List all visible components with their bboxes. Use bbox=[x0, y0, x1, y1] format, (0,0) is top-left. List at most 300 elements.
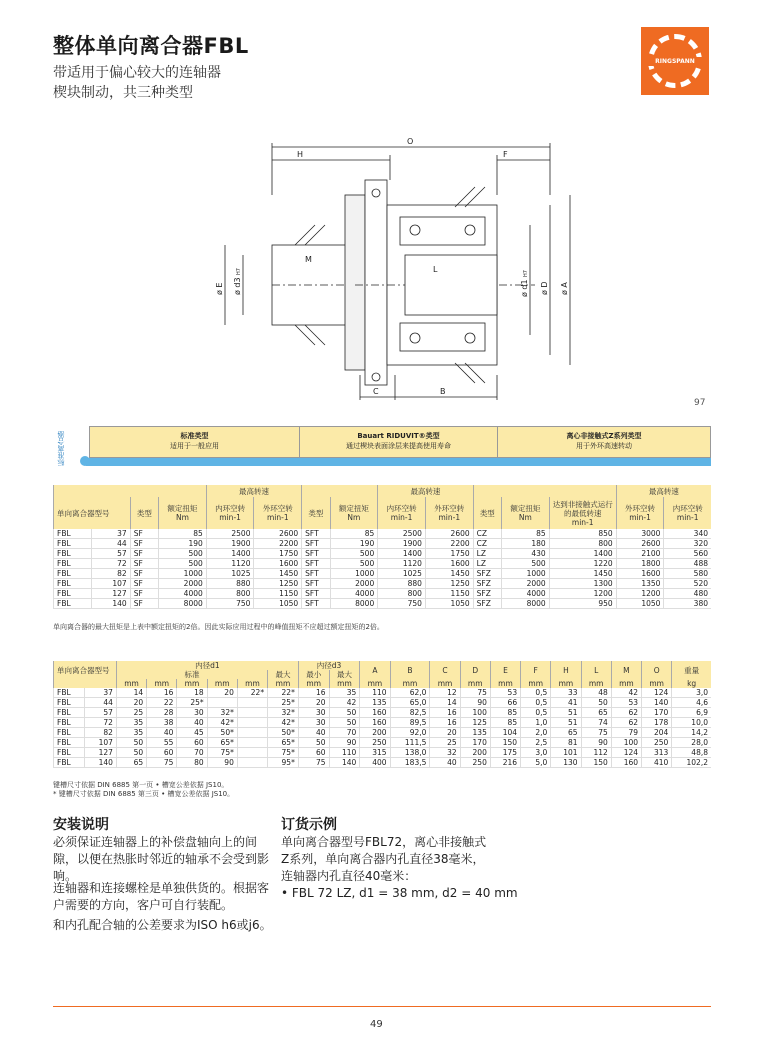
table-cell: 85 bbox=[330, 529, 378, 539]
table-cell: 32 bbox=[430, 748, 460, 758]
table-cell: 20 bbox=[298, 698, 329, 708]
dim-L: L bbox=[433, 265, 438, 274]
table-cell: 4,6 bbox=[672, 698, 711, 708]
table-row bbox=[54, 529, 712, 539]
table-cell: 50 bbox=[329, 718, 360, 728]
table-cell: 124 bbox=[611, 748, 641, 758]
table-row bbox=[54, 559, 712, 569]
table-cell: 580 bbox=[664, 569, 711, 579]
table-cell: 320 bbox=[664, 539, 711, 549]
table-cell: 66 bbox=[490, 698, 520, 708]
table-cell: FBL bbox=[54, 758, 85, 768]
table-cell: SF bbox=[130, 539, 158, 549]
table-cell: 1600 bbox=[616, 569, 664, 579]
table-cell: 2600 bbox=[616, 539, 664, 549]
table-cell: 75 bbox=[460, 688, 490, 698]
table-cell: 89,5 bbox=[390, 718, 430, 728]
table-cell: 1000 bbox=[330, 569, 378, 579]
table-cell: FBL bbox=[54, 688, 85, 698]
table-cell: 1200 bbox=[616, 589, 664, 599]
table-cell: 4000 bbox=[159, 589, 207, 599]
table-cell: 90 bbox=[207, 758, 237, 768]
table-cell: SFT bbox=[302, 579, 330, 589]
table-cell: 30 bbox=[298, 718, 329, 728]
table-cell: 160 bbox=[360, 708, 390, 718]
t2-col-F: F bbox=[521, 661, 551, 679]
table-cell: 500 bbox=[330, 559, 378, 569]
table-cell: 32* bbox=[207, 708, 237, 718]
table-cell: SFZ bbox=[473, 599, 501, 609]
table-cell: 400 bbox=[360, 758, 390, 768]
t2-col-D: D bbox=[460, 661, 490, 679]
table-cell: FBL bbox=[54, 569, 92, 579]
type-band bbox=[89, 426, 711, 458]
table-cell: 79 bbox=[611, 728, 641, 738]
table-cell: 35 bbox=[116, 728, 146, 738]
table-cell: LZ bbox=[473, 549, 501, 559]
ordering-example: • FBL 72 LZ, d1 = 38 mm, d2 = 40 mm bbox=[281, 886, 518, 900]
table-cell: 313 bbox=[642, 748, 672, 758]
table-cell: 42* bbox=[268, 718, 299, 728]
table-cell: 53 bbox=[490, 688, 520, 698]
table-cell: 1000 bbox=[159, 569, 207, 579]
unit-cell: mm bbox=[581, 679, 611, 688]
torque-speed-table: 最高转速 最高转速 最高转速 单向离合器型号 类型 额定扭矩 Nm 内环空转 min-1 外环空转 min-1 类型 额定扭矩 Nm 内环空转 min-1 外环空转 min-1 类型 额定扭矩 Nm 达到非接触式运行的最低转速 min-1 外环空转 min-1 内环空转 min-1 FBL 37 SF 85 2500 2600 SFT 85 2500 2600 CZ 85 850 3000 340 FBL 44 SF 190 1900 2200 SFT 190 1900 2200 CZ 180 800 2600 320 FBL 57 SF 500 1400 1750 SFT 500 1400 1750 LZ 430 1400 2100 560 FBL 72 SF 500 1120 1600 SFT 500 1120 1600 LZ 500 1220 1800 488 FBL 82 SF 1000 1025 1450 SFT 1000 1025 1450 SFZ 1000 1450 1600 580 FBL 107 SF 2000 880 1250 SFT 2000 880 1250 SFZ 2000 1300 1350 520 FBL 127 SF 4000 800 1150 SFT 4000 800 1150 SFZ 4000 1200 1200 480 FBL 140 SF 8000 750 1050 SFT 8000 750 1050 SFZ 8000 950 1050 380 bbox=[53, 485, 711, 609]
table-cell: 40 bbox=[147, 728, 177, 738]
table-cell: 170 bbox=[460, 738, 490, 748]
table-cell bbox=[237, 748, 267, 758]
table-cell: 500 bbox=[330, 549, 378, 559]
table-cell: 75 bbox=[147, 758, 177, 768]
table-cell: 500 bbox=[159, 549, 207, 559]
table-cell: 127 bbox=[84, 748, 116, 758]
table-cell: 48 bbox=[581, 688, 611, 698]
table-cell: 40 bbox=[298, 728, 329, 738]
table-cell: 14 bbox=[116, 688, 146, 698]
table-cell: 107 bbox=[91, 579, 130, 589]
table-cell: FBL bbox=[54, 539, 92, 549]
unit-cell: mm bbox=[147, 679, 177, 688]
table-cell: 16 bbox=[147, 688, 177, 698]
table-cell: 74 bbox=[581, 718, 611, 728]
table-cell: 14 bbox=[430, 698, 460, 708]
unit-cell: mm bbox=[551, 679, 581, 688]
table-cell: 183,5 bbox=[390, 758, 430, 768]
group-header-riduvit: 最高转速 bbox=[378, 485, 473, 497]
table-cell: 48,8 bbox=[672, 748, 711, 758]
table-cell: 880 bbox=[378, 579, 426, 589]
side-label: 标准离合器 bbox=[57, 431, 65, 467]
table-cell: 140 bbox=[642, 698, 672, 708]
table-cell: 127 bbox=[91, 589, 130, 599]
table-cell: 41 bbox=[551, 698, 581, 708]
type-standard-title: 标准类型 bbox=[180, 432, 209, 440]
table1-note: 单向离合器的最大扭矩是上表中额定扭矩的2倍。因此实际应用过程中的峰值扭矩不应超过额定扭矩的2倍。 bbox=[53, 623, 384, 631]
dim-A: ø A bbox=[560, 282, 569, 295]
table-cell: 204 bbox=[642, 728, 672, 738]
table-cell: SF bbox=[130, 589, 158, 599]
table-cell: 14,2 bbox=[672, 728, 711, 738]
table-cell: 1000 bbox=[502, 569, 550, 579]
arrow-line bbox=[86, 458, 711, 466]
unit-cell: mm bbox=[360, 679, 390, 688]
table-cell: 800 bbox=[206, 589, 254, 599]
table-cell: 2,0 bbox=[521, 728, 551, 738]
technical-drawing bbox=[195, 135, 615, 400]
t2-col-max: 最大 bbox=[268, 670, 299, 679]
table-cell: 42 bbox=[329, 698, 360, 708]
table-cell: 85 bbox=[490, 708, 520, 718]
table-cell: 30 bbox=[298, 708, 329, 718]
table-cell: 90 bbox=[581, 738, 611, 748]
table-cell: 12 bbox=[430, 688, 460, 698]
table-cell: 65,0 bbox=[390, 698, 430, 708]
table2-note-1: 键槽尺寸依据 DIN 6885 第一页 • 槽宽公差依据 JS10。 bbox=[53, 781, 229, 789]
table-cell: 80 bbox=[177, 758, 207, 768]
unit-cell: mm bbox=[329, 679, 360, 688]
dim-E: ø E bbox=[215, 282, 224, 295]
table-row bbox=[54, 549, 712, 559]
table-cell: 102,2 bbox=[672, 758, 711, 768]
table-cell: 1120 bbox=[206, 559, 254, 569]
t2-col-H: H bbox=[551, 661, 581, 679]
installation-p2: 连轴器和连接螺栓是单独供货的。根据客户需要的方向，客户可自行装配。 bbox=[53, 881, 270, 912]
table-cell: 250 bbox=[360, 738, 390, 748]
subtitle-1: 带适用于偏心较大的连轴器 bbox=[53, 65, 221, 81]
table-cell: 38 bbox=[147, 718, 177, 728]
table-cell: 107 bbox=[84, 738, 116, 748]
table-cell: 1800 bbox=[616, 559, 664, 569]
table-cell: 62,0 bbox=[390, 688, 430, 698]
table-cell: 100 bbox=[460, 708, 490, 718]
table-cell: 135 bbox=[460, 728, 490, 738]
table-cell: SFT bbox=[302, 529, 330, 539]
table-cell: 135 bbox=[360, 698, 390, 708]
table-cell: 104 bbox=[490, 728, 520, 738]
type-standard bbox=[90, 427, 300, 457]
table-cell: FBL bbox=[54, 529, 92, 539]
col-type-2: 类型 bbox=[302, 497, 330, 529]
table-cell: 1200 bbox=[549, 589, 616, 599]
table-cell: 140 bbox=[84, 758, 116, 768]
dimension-rows bbox=[54, 688, 712, 768]
unit-kg: kg bbox=[672, 679, 711, 688]
table-cell: SFT bbox=[302, 589, 330, 599]
table-cell: 18 bbox=[177, 688, 207, 698]
table-cell: FBL bbox=[54, 718, 85, 728]
table-cell: 2500 bbox=[378, 529, 426, 539]
table-cell: 1050 bbox=[254, 599, 302, 609]
table-cell: 85 bbox=[490, 718, 520, 728]
unit-cell: mm bbox=[268, 679, 299, 688]
dim-F: F bbox=[503, 150, 508, 159]
table-cell: 160 bbox=[611, 758, 641, 768]
table-cell: 3000 bbox=[616, 529, 664, 539]
table-cell: 95* bbox=[268, 758, 299, 768]
table-cell: 1350 bbox=[616, 579, 664, 589]
table-cell: 1025 bbox=[378, 569, 426, 579]
table-row bbox=[54, 738, 712, 748]
dimension-table bbox=[53, 661, 711, 768]
table-cell: 175 bbox=[490, 748, 520, 758]
table-cell: 140 bbox=[91, 599, 130, 609]
table-cell: 6,9 bbox=[672, 708, 711, 718]
table-cell: 1,0 bbox=[521, 718, 551, 728]
table-row bbox=[54, 579, 712, 589]
table-cell: 85 bbox=[159, 529, 207, 539]
table-cell: 520 bbox=[664, 579, 711, 589]
table2-note-2: * 键槽尺寸依据 DIN 6885 第三页 • 槽宽公差依据 JS10。 bbox=[53, 790, 235, 798]
t2-col-O: O bbox=[642, 661, 672, 679]
table-cell: 57 bbox=[91, 549, 130, 559]
table-cell: 50* bbox=[207, 728, 237, 738]
col-type-1: 类型 bbox=[130, 497, 158, 529]
table-cell: 22* bbox=[237, 688, 267, 698]
table-cell: 160 bbox=[360, 718, 390, 728]
table-cell: 200 bbox=[460, 748, 490, 758]
table-cell: 75* bbox=[268, 748, 299, 758]
table-cell: 60 bbox=[147, 748, 177, 758]
table-cell: SFZ bbox=[473, 589, 501, 599]
table-cell: 5,0 bbox=[521, 758, 551, 768]
table-cell bbox=[237, 728, 267, 738]
t2-col-std: 标准 bbox=[116, 670, 267, 679]
type-riduvit-title: Bauart RIDUVIT®类型 bbox=[357, 432, 440, 440]
table-cell: 1900 bbox=[206, 539, 254, 549]
table-cell: 25 bbox=[116, 708, 146, 718]
table-cell: SFZ bbox=[473, 569, 501, 579]
table-row bbox=[54, 599, 712, 609]
type-z-title: 离心非接触式Z系列类型 bbox=[566, 432, 642, 440]
table-cell: 1025 bbox=[206, 569, 254, 579]
table-cell: 82 bbox=[91, 569, 130, 579]
table-cell: 1050 bbox=[425, 599, 473, 609]
table-row bbox=[54, 728, 712, 738]
dim-d3-tol: H7 bbox=[236, 268, 242, 275]
unit-cell: mm bbox=[116, 679, 146, 688]
table-cell: 92,0 bbox=[390, 728, 430, 738]
table-cell: FBL bbox=[54, 579, 92, 589]
table-cell: 1400 bbox=[206, 549, 254, 559]
table-cell: 65* bbox=[268, 738, 299, 748]
table-cell: 75* bbox=[207, 748, 237, 758]
t2-col-L: L bbox=[581, 661, 611, 679]
table-cell: 112 bbox=[581, 748, 611, 758]
table-cell: 250 bbox=[642, 738, 672, 748]
table-cell: 100 bbox=[611, 738, 641, 748]
logo-text: RINGSPANN bbox=[655, 58, 695, 65]
table-cell: 750 bbox=[206, 599, 254, 609]
installation-heading: 安装说明 bbox=[53, 817, 109, 833]
torque-speed-rows bbox=[54, 529, 712, 609]
table-cell: SFT bbox=[302, 559, 330, 569]
table-cell: 32* bbox=[268, 708, 299, 718]
table-cell: 2600 bbox=[425, 529, 473, 539]
table-cell: 800 bbox=[549, 539, 616, 549]
table-cell bbox=[237, 718, 267, 728]
table-cell: FBL bbox=[54, 748, 85, 758]
unit-cell: mm bbox=[430, 679, 460, 688]
table-cell: 110 bbox=[360, 688, 390, 698]
table-cell: 50 bbox=[581, 698, 611, 708]
table-cell: 950 bbox=[549, 599, 616, 609]
table-cell: 1450 bbox=[425, 569, 473, 579]
unit-cell: mm bbox=[642, 679, 672, 688]
table-cell: 10,0 bbox=[672, 718, 711, 728]
table-cell: 1150 bbox=[425, 589, 473, 599]
ordering-p1: 单向离合器型号FBL72，离心非接触式Z系列，单向离合器内孔直径38毫米，连轴器内孔直径40毫米： bbox=[281, 835, 487, 883]
table-cell: 480 bbox=[664, 589, 711, 599]
table-cell: 0,5 bbox=[521, 708, 551, 718]
table-cell: 57 bbox=[84, 708, 116, 718]
table-cell: 53 bbox=[611, 698, 641, 708]
table-cell: SFT bbox=[302, 599, 330, 609]
dim-O: O bbox=[407, 137, 414, 146]
table-cell: 28 bbox=[147, 708, 177, 718]
table-cell: 1250 bbox=[425, 579, 473, 589]
table-row bbox=[54, 688, 712, 698]
table-cell: 62 bbox=[611, 718, 641, 728]
table-cell: FBL bbox=[54, 559, 92, 569]
table-cell: 28,0 bbox=[672, 738, 711, 748]
table-cell: 2200 bbox=[254, 539, 302, 549]
table-cell: SFT bbox=[302, 539, 330, 549]
table-cell: 16 bbox=[430, 708, 460, 718]
unit-cell: mm bbox=[521, 679, 551, 688]
t2-col-M: M bbox=[611, 661, 641, 679]
table-cell: 560 bbox=[664, 549, 711, 559]
table-row bbox=[54, 569, 712, 579]
table-cell: SF bbox=[130, 599, 158, 609]
t2-col-d3: 内径d3 bbox=[298, 661, 360, 670]
table-cell: 880 bbox=[206, 579, 254, 589]
table-cell: 1600 bbox=[425, 559, 473, 569]
table-cell: 25* bbox=[268, 698, 299, 708]
table-cell: 800 bbox=[378, 589, 426, 599]
table-cell: 340 bbox=[664, 529, 711, 539]
table-cell: 75 bbox=[298, 758, 329, 768]
type-riduvit bbox=[300, 427, 498, 457]
t2-col-C: C bbox=[430, 661, 460, 679]
t2-col-weight: 重量 bbox=[672, 661, 711, 679]
table-cell: 1220 bbox=[549, 559, 616, 569]
dim-C: C bbox=[373, 387, 379, 396]
table-cell: 30 bbox=[177, 708, 207, 718]
table-cell: FBL bbox=[54, 599, 92, 609]
figure-number: 97 bbox=[694, 398, 706, 408]
table-cell: 110 bbox=[329, 748, 360, 758]
table-cell: FBL bbox=[54, 738, 85, 748]
table-cell: 82,5 bbox=[390, 708, 430, 718]
table-cell: 25* bbox=[177, 698, 207, 708]
table-row bbox=[54, 718, 712, 728]
type-standard-desc: 适用于一般应用 bbox=[170, 442, 219, 450]
table-cell: 2000 bbox=[330, 579, 378, 589]
table-cell: 16 bbox=[298, 688, 329, 698]
t2-col-B: B bbox=[390, 661, 430, 679]
table-cell: 2100 bbox=[616, 549, 664, 559]
dim-d3: ø d3 bbox=[233, 277, 242, 295]
table-cell: FBL bbox=[54, 728, 85, 738]
page-number: 49 bbox=[370, 1019, 383, 1030]
table-cell: 0,5 bbox=[521, 688, 551, 698]
table-cell: 90 bbox=[329, 738, 360, 748]
table-cell bbox=[237, 708, 267, 718]
subtitle-2: 楔块制动，共三种类型 bbox=[53, 85, 193, 101]
table-cell: 2200 bbox=[425, 539, 473, 549]
ringspann-logo bbox=[641, 27, 709, 95]
table-cell: 190 bbox=[159, 539, 207, 549]
table-cell: 75 bbox=[581, 728, 611, 738]
table-cell: 2,5 bbox=[521, 738, 551, 748]
table-cell: 22* bbox=[268, 688, 299, 698]
unit-cell: mm bbox=[460, 679, 490, 688]
table-cell: SF bbox=[130, 529, 158, 539]
table-cell: 1750 bbox=[425, 549, 473, 559]
table-cell: 42 bbox=[611, 688, 641, 698]
table-cell: 51 bbox=[551, 718, 581, 728]
unit-cell: mm bbox=[237, 679, 267, 688]
table-cell: 124 bbox=[642, 688, 672, 698]
table-cell: 40 bbox=[430, 758, 460, 768]
table-cell: 1400 bbox=[549, 549, 616, 559]
table-row bbox=[54, 758, 712, 768]
table-cell: 70 bbox=[177, 748, 207, 758]
table-cell: 3,0 bbox=[672, 688, 711, 698]
table-cell: 16 bbox=[430, 718, 460, 728]
table-cell: 1250 bbox=[254, 579, 302, 589]
t2-col-max-d3: 最大 bbox=[329, 670, 360, 679]
table-cell: 170 bbox=[642, 708, 672, 718]
unit-cell: mm bbox=[490, 679, 520, 688]
table-cell: 2500 bbox=[206, 529, 254, 539]
table-cell: 40 bbox=[177, 718, 207, 728]
table-cell bbox=[207, 698, 237, 708]
table-cell: 3,0 bbox=[521, 748, 551, 758]
type-z bbox=[498, 427, 710, 457]
table-cell: 33 bbox=[551, 688, 581, 698]
col-type-3: 类型 bbox=[473, 497, 501, 529]
table-cell: 1450 bbox=[549, 569, 616, 579]
table-cell: FBL bbox=[54, 698, 85, 708]
table-cell: 2000 bbox=[159, 579, 207, 589]
unit-cell: mm bbox=[298, 679, 329, 688]
table-cell: 2600 bbox=[254, 529, 302, 539]
unit-cell: mm bbox=[390, 679, 430, 688]
table-cell: SF bbox=[130, 569, 158, 579]
table-cell: 20 bbox=[430, 728, 460, 738]
col-model: 单向离合器型号 bbox=[54, 497, 131, 529]
dim-B: B bbox=[440, 387, 446, 396]
table-row bbox=[54, 748, 712, 758]
table-cell: SF bbox=[130, 579, 158, 589]
unit-cell: mm bbox=[611, 679, 641, 688]
table-cell: 37 bbox=[84, 688, 116, 698]
t2-col-min: 最小 bbox=[298, 670, 329, 679]
table-cell: 45 bbox=[177, 728, 207, 738]
table-cell: FBL bbox=[54, 589, 92, 599]
table-cell: CZ bbox=[473, 529, 501, 539]
table-cell: 1120 bbox=[378, 559, 426, 569]
table-cell: 65 bbox=[116, 758, 146, 768]
dim-d1: ø d1 bbox=[520, 279, 529, 297]
table-cell: 50 bbox=[298, 738, 329, 748]
table-cell: 1400 bbox=[378, 549, 426, 559]
installation-p1: 必须保证连轴器上的补偿盘轴向上的间隙，以便在热胀时邻近的轴承不会受到影响。 bbox=[53, 835, 270, 883]
t2-col-model: 单向离合器型号 bbox=[54, 661, 117, 679]
table-cell: 25 bbox=[430, 738, 460, 748]
table-cell: 216 bbox=[490, 758, 520, 768]
